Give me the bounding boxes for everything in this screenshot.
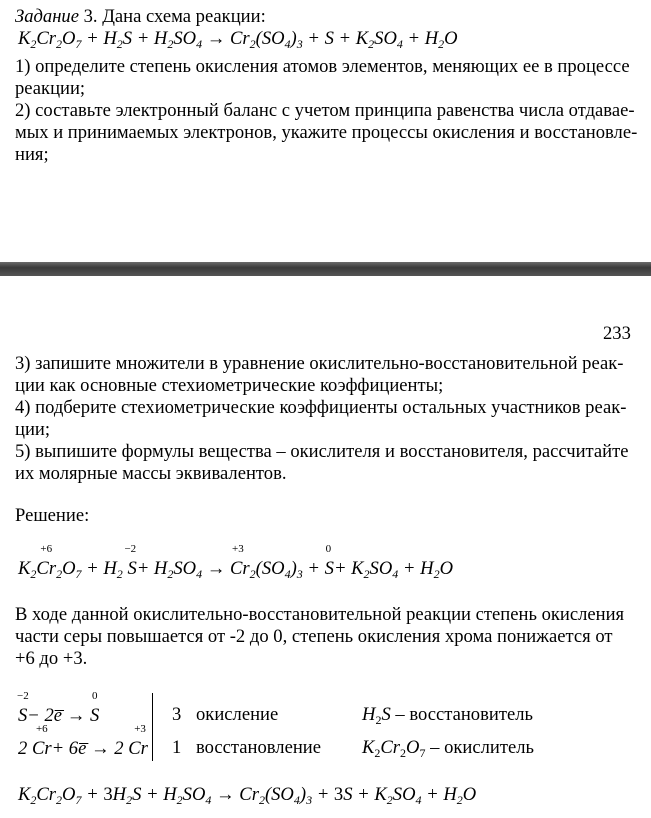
explanation-line-2: части серы повышается от -2 до 0, степень окисления хрома понижается от <box>15 626 613 647</box>
balance-separator <box>152 693 153 761</box>
task-item-1: 1) определите степень окисления атомов элементов, меняющих ее в процессе <box>15 56 630 77</box>
task-item-5: 5) выпишите формулы вещества – окислителя и восстановителя, рассчитайте <box>15 441 629 462</box>
task-item-5-cont: их молярные массы эквивалентов. <box>15 463 287 484</box>
task-item-2-end: ния; <box>15 144 49 165</box>
reaction-with-states: $K_2C$ +6 $r_2O_7 + H_2$ S −2 + $H_2SO_4 \to C$ +3 $r_2(SO_4)_3 + S$ 0 + $K_2SO_4 + H_2O$ <box>18 543 453 581</box>
task-item-3: 3) запишите множители в уравнение окислительно-восстановительной реак- <box>15 353 624 374</box>
page-number: 233 <box>603 323 631 344</box>
task-item-4: 4) подберите стехиометрические коэффициенты остальных участников реак- <box>15 397 627 418</box>
s-end-state: 0 <box>325 543 332 555</box>
task-item-2: 2) составьте электронный баланс с учетом принципа равенства числа отдавае- <box>15 100 635 121</box>
task-label: Задание <box>15 6 79 27</box>
multiplier-2: 1 <box>172 737 182 758</box>
cr-end-state: +3 <box>232 543 244 555</box>
multiplier-1: 3 <box>172 704 182 725</box>
process-oxidation: окисление <box>196 704 279 725</box>
balance-half-reaction-2: 2 C +6 r+ 6e̅ → 2 C +3 r <box>18 723 148 759</box>
task-number: 3. Дана схема реакции: <box>78 6 266 27</box>
explanation-line-3: +6 до +3. <box>15 648 88 669</box>
final-equation: $K_2Cr_2O_7 + 3H_2S + H_2SO_4 \to Cr_2(SO_4)_3 + 3S + K_2SO_4 + H_2O$ <box>18 784 477 807</box>
cr-start-state: +6 <box>40 543 53 555</box>
explanation-line-1: В ходе данной окислительно-восстановительной реакции степень окисления <box>15 604 625 625</box>
task-item-4-cont: ции; <box>15 419 51 440</box>
task-heading <box>15 6 266 28</box>
s-start-state: −2 <box>124 543 137 555</box>
task-item-3-cont: ции как основные стехиометрические коэффициенты; <box>15 375 444 396</box>
balance-half-reaction-1: S −2 − 2e̅ → S 0 <box>17 690 100 726</box>
reaction-scheme: $K_2Cr_2O_7 + H_2S + H_2SO_4 \to Cr_2(SO_4)_3 + S + K_2SO_4 + H_2O$ <box>18 28 458 51</box>
process-reduction: восстановление <box>196 737 321 758</box>
page-break-divider <box>0 262 651 276</box>
task-item-1-cont: реакции; <box>15 78 86 99</box>
oxidizer-role: $K_2Cr_2O_7$ – окислитель <box>362 737 534 760</box>
task-item-2-cont: мых и принимаемых электронов, укажите процессы окисления и восстановле- <box>15 122 638 143</box>
reducer-role: $H_2S$ – восстановитель <box>362 704 533 727</box>
solution-label: Решение: <box>15 505 90 526</box>
